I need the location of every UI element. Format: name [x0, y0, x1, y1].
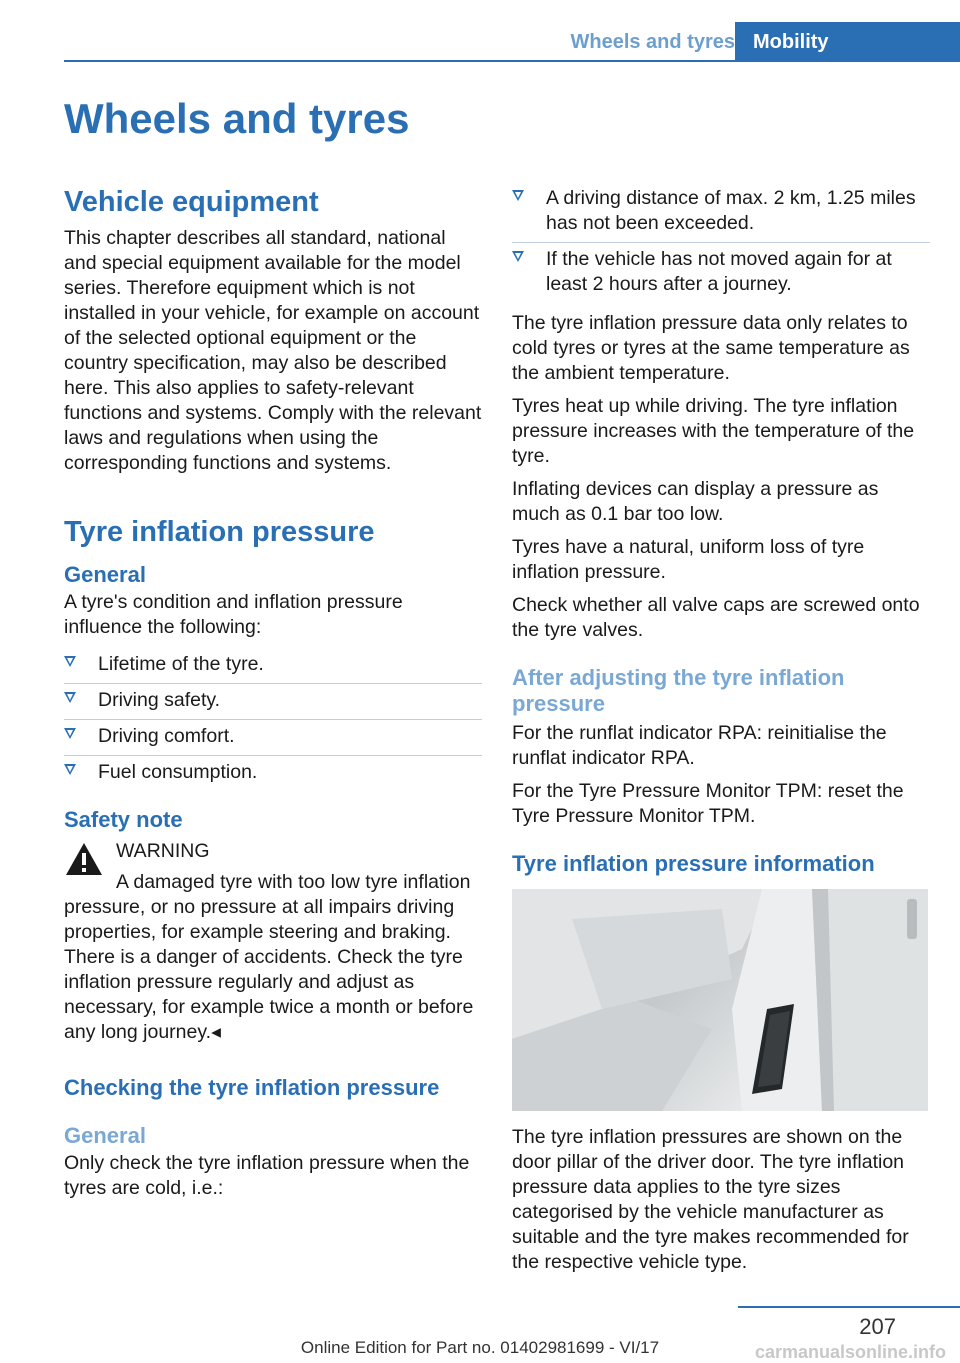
checking-heading: Checking the tyre inflation pressure	[64, 1075, 440, 1100]
list-item: Driving safety.	[64, 684, 482, 720]
cold-tyre-list	[512, 182, 930, 303]
warning-triangle-icon	[64, 841, 104, 877]
triangle-bullet-icon	[64, 728, 76, 739]
checking-paragraph: Tyres heat up while driving. The tyre inflation pressure increases with the temperature of the tyre.	[512, 395, 915, 467]
warning-block	[64, 839, 482, 1045]
influence-list	[64, 648, 482, 791]
after-adjust-paragraph: For the Tyre Pressure Monitor TPM: reset the Tyre Pressure Monitor TPM.	[512, 780, 904, 827]
header-section-tab[interactable]: Wheels and tyres	[570, 30, 735, 53]
watermark: carmanualsonline.info	[754, 1342, 946, 1362]
after-adjust-heading: After adjusting the tyre inflation pressure	[512, 665, 845, 716]
triangle-bullet-icon	[64, 656, 76, 667]
list-item: Lifetime of the tyre.	[64, 648, 482, 684]
door-pillar-illustration	[512, 889, 928, 1111]
general-heading: General	[64, 562, 146, 587]
page-header	[0, 0, 960, 62]
list-item: A driving distance of max. 2 km, 1.25 miles has not been exceeded.	[512, 182, 930, 243]
after-adjust-paragraph: For the runflat indicator RPA: reinitialise the runflat indicator RPA.	[512, 722, 887, 769]
page-title: Wheels and tyres	[64, 95, 410, 142]
triangle-bullet-icon	[512, 251, 524, 262]
triangle-bullet-icon	[64, 692, 76, 703]
page-footer	[0, 1300, 960, 1362]
edition-line: Online Edition for Part no. 01402981699 - VI/17	[300, 1338, 660, 1357]
list-item: Fuel consumption.	[64, 756, 482, 791]
footer-rule	[738, 1306, 960, 1308]
left-column	[64, 184, 482, 1209]
checking-paragraph: Check whether all valve caps are screwed onto the tyre valves.	[512, 594, 920, 641]
info-heading: Tyre inflation pressure information	[512, 851, 875, 876]
checking-general-text: Only check the tyre inflation pressure when the tyres are cold, i.e.:	[64, 1152, 470, 1199]
general-text: A tyre's condition and inflation pressure influence the following:	[64, 591, 403, 638]
checking-paragraph: Inflating devices can display a pressure as much as 0.1 bar too low.	[512, 478, 879, 525]
safety-note-heading: Safety note	[64, 807, 183, 832]
vehicle-equipment-heading: Vehicle equipment	[64, 186, 319, 218]
header-chapter-tab[interactable]: Mobility	[735, 22, 960, 62]
list-item: Driving comfort.	[64, 720, 482, 756]
vehicle-equipment-text: This chapter describes all standard, national and special equipment available for the model series. Therefore equipment which is not installed in your vehicle, for example on account of the selected optional equipment or the country specification, may also be described here. This also applies to safety-relevant functions and systems. Comply with the relevant laws and regulations when using the corresponding functions and systems.	[64, 227, 482, 474]
right-column	[512, 186, 930, 1283]
info-text: The tyre inflation pressures are shown on the door pillar of the driver door. The tyre inflation pressure data applies to the tyre sizes categorised by the vehicle manufacturer as suitable and the tyre makes recommended for the respective vehicle type.	[512, 1126, 909, 1273]
door-pillar-photo	[512, 889, 928, 1111]
triangle-bullet-icon	[64, 764, 76, 775]
checking-general-heading: General	[64, 1123, 146, 1148]
warning-text: A damaged tyre with too low tyre inflation pressure, or no pressure at all impairs driving properties, for example steering and braking. There is a danger of accidents. Check the tyre inflation pressure regularly and adjust as necessary, for example twice a month or before any long journey.◂	[64, 871, 474, 1043]
checking-paragraph: The tyre inflation pressure data only relates to cold tyres or tyres at the same temperature as the ambient temperature.	[512, 312, 910, 384]
tyre-pressure-heading: Tyre inflation pressure	[64, 516, 375, 548]
header-rule	[64, 60, 960, 62]
warning-title: WARNING	[116, 840, 210, 862]
list-item: If the vehicle has not moved again for at least 2 hours after a journey.	[512, 243, 930, 303]
checking-paragraph: Tyres have a natural, uniform loss of tyre inflation pressure.	[512, 536, 865, 583]
triangle-bullet-icon	[512, 190, 524, 201]
page-number: 207	[859, 1314, 896, 1339]
